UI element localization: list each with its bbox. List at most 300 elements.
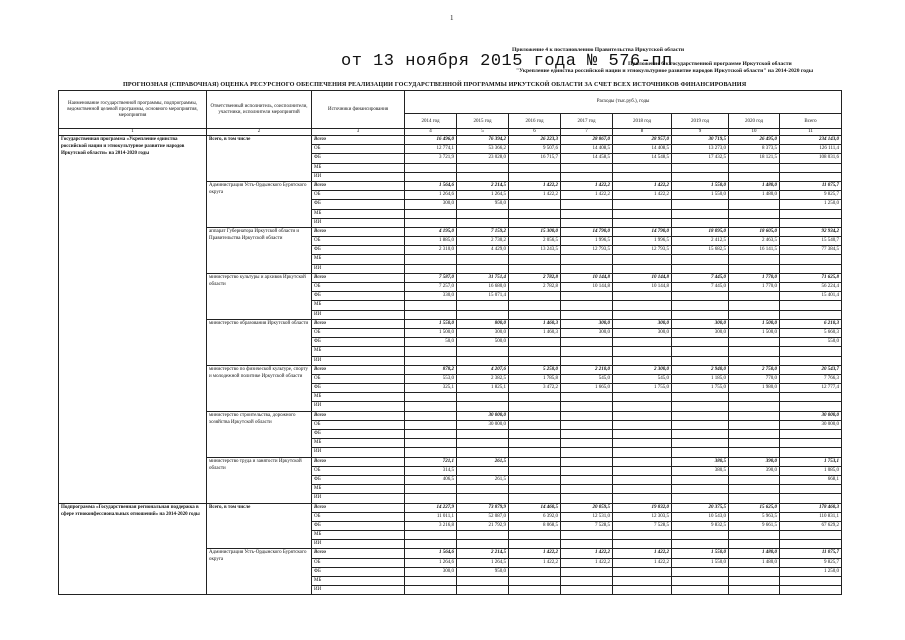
column-index: 1	[59, 129, 207, 136]
resolution-date: от 13 ноября 2015 года № 576-пп	[341, 52, 673, 71]
amount-cell: 1 825,1	[457, 384, 509, 393]
amount-cell	[561, 218, 613, 227]
amount-cell: 1 185,0	[672, 374, 729, 383]
amount-cell: 2 056,5	[509, 237, 561, 246]
amount-cell: 18 605,0	[729, 227, 780, 236]
amount-cell	[561, 494, 613, 503]
amount-cell: 15 071,4	[457, 292, 509, 301]
amount-cell	[613, 310, 672, 319]
amount-cell	[672, 411, 729, 420]
amount-cell	[613, 347, 672, 356]
amount-cell	[405, 264, 457, 273]
amount-cell	[672, 475, 729, 484]
amount-cell	[509, 411, 561, 420]
amount-cell	[729, 218, 780, 227]
total-cell: 30 000,0	[780, 411, 842, 420]
amount-cell: 1 550,0	[405, 319, 457, 328]
amount-cell: 545,0	[561, 374, 613, 383]
amount-cell	[729, 310, 780, 319]
amount-cell	[405, 402, 457, 411]
amount-cell: 2 382,5	[457, 374, 509, 383]
amount-cell: 16 715,7	[509, 154, 561, 163]
source-cell: ОБ	[312, 374, 405, 383]
total-cell	[780, 163, 842, 172]
amount-cell	[613, 301, 672, 310]
program-name-cell: Государственная программа «Укрепление единства российской нации и этнокультурное развитие народов Иркутской области» на 2014-2020 годы	[59, 136, 207, 504]
col-executor-header: Ответственный исполнитель, соисполнители, участники, исполнители мероприятий	[207, 91, 312, 129]
amount-cell: 21 792,9	[457, 521, 509, 530]
year-header: 2017 год	[561, 114, 613, 129]
source-cell: МБ	[312, 347, 405, 356]
total-cell	[780, 448, 842, 457]
total-cell: 1 250,0	[780, 567, 842, 576]
total-cell	[780, 209, 842, 218]
source-cell: ИИ	[312, 356, 405, 365]
amount-cell	[405, 586, 457, 595]
amount-cell	[672, 200, 729, 209]
amount-cell: 14 790,0	[561, 227, 613, 236]
amount-cell	[672, 292, 729, 301]
executor-cell: аппарат Губернатора Иркутской области и Правительства Иркутской области	[207, 227, 312, 273]
total-cell	[780, 402, 842, 411]
source-cell: Всего	[312, 365, 405, 374]
amount-cell: 52 087,0	[457, 512, 509, 521]
amount-cell: 18 121,5	[729, 154, 780, 163]
amount-cell	[457, 466, 509, 475]
amount-cell: 14 790,0	[613, 227, 672, 236]
source-cell: Всего	[312, 411, 405, 420]
amount-cell	[561, 310, 613, 319]
amount-cell	[613, 264, 672, 273]
year-header: 2020 год	[729, 114, 780, 129]
total-cell	[780, 255, 842, 264]
source-cell: МБ	[312, 531, 405, 540]
amount-cell: 500,0	[457, 338, 509, 347]
source-cell: ОБ	[312, 420, 405, 429]
amount-cell	[672, 586, 729, 595]
amount-cell	[672, 494, 729, 503]
amount-cell	[457, 577, 509, 586]
amount-cell: 1 264,5	[457, 191, 509, 200]
source-cell: МБ	[312, 577, 405, 586]
amount-cell	[613, 411, 672, 420]
amount-cell: 16 496,0	[405, 136, 457, 145]
amount-cell	[561, 200, 613, 209]
year-header: 2014 год	[405, 114, 457, 129]
amount-cell: 26 495,0	[729, 136, 780, 145]
amount-cell	[561, 577, 613, 586]
amount-cell: 300,0	[405, 567, 457, 576]
amount-cell	[457, 310, 509, 319]
amount-cell	[729, 393, 780, 402]
amount-cell: 9 507,6	[509, 145, 561, 154]
amount-cell	[672, 356, 729, 365]
amount-cell	[561, 586, 613, 595]
amount-cell: 1 422,2	[613, 549, 672, 558]
amount-cell: 1 564,6	[405, 549, 457, 558]
total-cell: 1 753,1	[780, 457, 842, 466]
amount-cell: 3 216,8	[405, 521, 457, 530]
amount-cell	[509, 200, 561, 209]
total-cell	[780, 310, 842, 319]
amount-cell	[405, 347, 457, 356]
source-cell: ИИ	[312, 586, 405, 595]
amount-cell: 553,0	[405, 374, 457, 383]
amount-cell: 4 195,0	[405, 227, 457, 236]
amount-cell	[613, 567, 672, 576]
amount-cell	[613, 457, 672, 466]
amount-cell	[405, 310, 457, 319]
source-cell: МБ	[312, 439, 405, 448]
source-cell: МБ	[312, 393, 405, 402]
amount-cell: 14 408,5	[561, 145, 613, 154]
amount-cell: 1 264,6	[405, 191, 457, 200]
amount-cell: 23 028,0	[457, 154, 509, 163]
total-cell: 11 075,7	[780, 181, 842, 190]
amount-cell	[672, 347, 729, 356]
amount-cell: 15 625,0	[729, 503, 780, 512]
amount-cell: 31 751,4	[457, 273, 509, 282]
amount-cell: 1 422,2	[509, 558, 561, 567]
amount-cell	[561, 393, 613, 402]
amount-cell: 4 207,6	[457, 365, 509, 374]
amount-cell: 1 500,0	[729, 319, 780, 328]
amount-cell: 18 095,0	[672, 227, 729, 236]
amount-cell	[561, 347, 613, 356]
amount-cell	[672, 540, 729, 549]
amount-cell: 314,5	[405, 466, 457, 475]
amount-cell: 950,0	[457, 200, 509, 209]
amount-cell: 1 550,0	[672, 181, 729, 190]
amount-cell	[509, 338, 561, 347]
column-index: 2	[207, 129, 312, 136]
amount-cell	[672, 430, 729, 439]
amount-cell	[405, 411, 457, 420]
year-header: 2019 год	[672, 114, 729, 129]
executor-cell: министерство строительства, дорожного хозяйства Иркутской области	[207, 411, 312, 457]
total-cell: 108 031,6	[780, 154, 842, 163]
amount-cell: 1 755,0	[672, 384, 729, 393]
amount-cell: 26 223,3	[509, 136, 561, 145]
amount-cell	[613, 494, 672, 503]
amount-cell: 7 528,5	[613, 521, 672, 530]
amount-cell	[613, 338, 672, 347]
executor-cell: министерство образования Иркутской области	[207, 319, 312, 365]
source-cell: МБ	[312, 301, 405, 310]
amount-cell: 30 000,0	[457, 411, 509, 420]
header-row	[59, 91, 842, 114]
column-index: 3	[312, 129, 405, 136]
amount-cell	[729, 494, 780, 503]
amount-cell: 1 264,5	[457, 558, 509, 567]
amount-cell: 3 721,9	[405, 154, 457, 163]
total-cell: 67 629,2	[780, 521, 842, 530]
amount-cell: 6 392,0	[509, 512, 561, 521]
total-cell: 110 831,1	[780, 512, 842, 521]
amount-cell: 7 159,2	[457, 227, 509, 236]
total-cell: 1 250,0	[780, 200, 842, 209]
total-cell	[780, 301, 842, 310]
source-cell: ФБ	[312, 246, 405, 255]
column-index: 7	[561, 129, 613, 136]
amount-cell: 300,0	[672, 319, 729, 328]
amount-cell	[729, 448, 780, 457]
amount-cell	[509, 567, 561, 576]
amount-cell	[509, 264, 561, 273]
total-cell: 71 625,8	[780, 273, 842, 282]
executor-cell: Всего, в том числе	[207, 503, 312, 549]
total-cell: 77 384,5	[780, 246, 842, 255]
amount-cell: 2 210,0	[561, 365, 613, 374]
amount-cell	[729, 577, 780, 586]
amount-cell: 2 782,8	[509, 273, 561, 282]
source-cell: МБ	[312, 485, 405, 494]
amount-cell	[613, 586, 672, 595]
source-cell: ФБ	[312, 475, 405, 484]
executor-cell: Администрация Усть-Ордынского Бурятского округа	[207, 549, 312, 595]
amount-cell	[561, 402, 613, 411]
source-cell: ФБ	[312, 384, 405, 393]
amount-cell: 1 550,0	[672, 558, 729, 567]
amount-cell	[729, 586, 780, 595]
total-cell	[780, 172, 842, 181]
amount-cell	[561, 292, 613, 301]
amount-cell	[613, 475, 672, 484]
amount-cell: 300,0	[561, 319, 613, 328]
amount-cell: 2 412,5	[672, 237, 729, 246]
amount-cell: 10 144,8	[561, 273, 613, 282]
total-cell: 15 401,4	[780, 292, 842, 301]
total-cell: 12 777,4	[780, 384, 842, 393]
amount-cell: 4 429,0	[457, 246, 509, 255]
amount-cell	[405, 531, 457, 540]
amount-cell: 10 144,8	[613, 283, 672, 292]
source-cell: ОБ	[312, 145, 405, 154]
amount-cell	[509, 218, 561, 227]
amount-cell: 1 755,0	[613, 384, 672, 393]
amount-cell: 1 980,0	[729, 384, 780, 393]
source-cell: ИИ	[312, 264, 405, 273]
executor-cell: министерство культуры и архивов Иркутской области	[207, 273, 312, 319]
source-cell: ИИ	[312, 172, 405, 181]
source-cell: МБ	[312, 163, 405, 172]
source-cell: МБ	[312, 209, 405, 218]
amount-cell	[672, 338, 729, 347]
amount-cell	[729, 301, 780, 310]
total-cell: 15 540,7	[780, 237, 842, 246]
amount-cell: 406,5	[405, 475, 457, 484]
amount-cell	[672, 577, 729, 586]
amount-cell: 380,5	[672, 466, 729, 475]
amount-cell	[509, 347, 561, 356]
amount-cell: 2 214,5	[457, 549, 509, 558]
source-cell: Всего	[312, 136, 405, 145]
amount-cell	[672, 448, 729, 457]
amount-cell	[729, 475, 780, 484]
source-cell: ИИ	[312, 310, 405, 319]
amount-cell	[672, 163, 729, 172]
amount-cell	[457, 209, 509, 218]
source-cell: ФБ	[312, 430, 405, 439]
amount-cell	[672, 393, 729, 402]
amount-cell	[729, 264, 780, 273]
amount-cell: 1 785,8	[509, 374, 561, 383]
amount-cell: 2 310,0	[405, 246, 457, 255]
year-header: 2015 год	[457, 114, 509, 129]
amount-cell	[457, 347, 509, 356]
amount-cell: 73 879,9	[457, 503, 509, 512]
source-cell: ИИ	[312, 540, 405, 549]
amount-cell: 10 144,8	[561, 283, 613, 292]
total-cell: 5 660,3	[780, 328, 842, 337]
amount-cell	[509, 586, 561, 595]
amount-cell: 1 770,0	[729, 273, 780, 282]
amount-cell	[561, 439, 613, 448]
total-cell	[780, 264, 842, 273]
amount-cell: 3 472,2	[509, 384, 561, 393]
amount-cell: 1 422,2	[561, 191, 613, 200]
amount-cell: 7 445,0	[672, 273, 729, 282]
source-cell: ОБ	[312, 466, 405, 475]
amount-cell: 878,2	[405, 365, 457, 374]
amount-cell	[729, 172, 780, 181]
amount-cell: 1 665,0	[561, 384, 613, 393]
amount-cell	[509, 540, 561, 549]
amount-cell	[405, 172, 457, 181]
amount-cell: 12 531,0	[561, 512, 613, 521]
amount-cell: 1 422,2	[613, 191, 672, 200]
amount-cell	[509, 301, 561, 310]
amount-cell	[672, 420, 729, 429]
column-index: 11	[780, 129, 842, 136]
amount-cell	[561, 448, 613, 457]
amount-cell	[405, 448, 457, 457]
amount-cell	[729, 200, 780, 209]
amount-cell	[561, 466, 613, 475]
amount-cell: 1 885,0	[405, 237, 457, 246]
amount-cell: 8 068,5	[509, 521, 561, 530]
total-cell	[780, 439, 842, 448]
amount-cell: 7 528,5	[561, 521, 613, 530]
amount-cell: 1 422,2	[561, 181, 613, 190]
source-cell: ОБ	[312, 512, 405, 521]
amount-cell	[405, 430, 457, 439]
total-cell: 178 460,3	[780, 503, 842, 512]
amount-cell	[561, 264, 613, 273]
amount-cell	[509, 163, 561, 172]
source-cell: ИИ	[312, 448, 405, 457]
total-cell	[780, 577, 842, 586]
amount-cell	[729, 411, 780, 420]
total-header: Всего	[780, 114, 842, 129]
amount-cell: 2 750,0	[729, 365, 780, 374]
amount-cell	[509, 466, 561, 475]
amount-cell	[672, 402, 729, 411]
amount-cell	[509, 255, 561, 264]
year-header: 2018 год	[613, 114, 672, 129]
amount-cell	[672, 209, 729, 218]
column-index: 8	[613, 129, 672, 136]
amount-cell: 1 500,0	[405, 328, 457, 337]
amount-cell: 2 782,8	[509, 283, 561, 292]
amount-cell	[729, 347, 780, 356]
source-cell: Всего	[312, 457, 405, 466]
amount-cell: 53 366,2	[457, 145, 509, 154]
amount-cell	[672, 567, 729, 576]
amount-cell: 5 258,0	[509, 365, 561, 374]
amount-cell: 1 500,0	[729, 328, 780, 337]
amount-cell	[405, 439, 457, 448]
column-index: 9	[672, 129, 729, 136]
amount-cell: 1 996,5	[561, 237, 613, 246]
amount-cell	[405, 301, 457, 310]
amount-cell: 380,5	[672, 457, 729, 466]
amount-cell	[561, 356, 613, 365]
resource-table	[58, 90, 842, 595]
amount-cell	[405, 393, 457, 402]
amount-cell	[672, 531, 729, 540]
amount-cell: 17 432,5	[672, 154, 729, 163]
source-cell: Всего	[312, 319, 405, 328]
amount-cell	[457, 586, 509, 595]
amount-cell: 2 463,5	[729, 237, 780, 246]
amount-cell	[561, 457, 613, 466]
amount-cell: 1 480,0	[729, 558, 780, 567]
amount-cell: 300,0	[613, 328, 672, 337]
amount-cell: 2 730,2	[457, 237, 509, 246]
amount-cell	[729, 209, 780, 218]
amount-cell	[613, 420, 672, 429]
source-cell: Всего	[312, 181, 405, 190]
amount-cell	[613, 448, 672, 457]
source-cell: ФБ	[312, 338, 405, 347]
source-cell: ОБ	[312, 283, 405, 292]
source-cell: ФБ	[312, 200, 405, 209]
amount-cell	[613, 577, 672, 586]
amount-cell: 15 300,0	[509, 227, 561, 236]
amount-cell: 1 996,5	[613, 237, 672, 246]
executor-cell: министерство по физической культуре, спорту и молодежной политике Иркутской области	[207, 365, 312, 411]
amount-cell	[405, 494, 457, 503]
amount-cell: 1 422,2	[561, 558, 613, 567]
source-cell: ОБ	[312, 328, 405, 337]
amount-cell: 10 543,0	[672, 512, 729, 521]
amount-cell: 7 257,0	[405, 283, 457, 292]
amount-cell	[561, 540, 613, 549]
amount-cell: 14 227,9	[405, 503, 457, 512]
amount-cell	[613, 292, 672, 301]
amount-cell: 800,0	[457, 319, 509, 328]
column-index: 4	[405, 129, 457, 136]
amount-cell	[729, 402, 780, 411]
amount-cell	[613, 163, 672, 172]
amount-cell	[613, 402, 672, 411]
amount-cell: 11 011,1	[405, 512, 457, 521]
source-cell: ИИ	[312, 218, 405, 227]
total-cell: 20 543,7	[780, 365, 842, 374]
amount-cell: 1 422,2	[613, 558, 672, 567]
amount-cell: 1 460,3	[509, 319, 561, 328]
source-cell: ОБ	[312, 237, 405, 246]
amount-cell: 300,0	[405, 200, 457, 209]
amount-cell: 30 719,5	[672, 136, 729, 145]
amount-cell	[613, 255, 672, 264]
source-cell: ФБ	[312, 154, 405, 163]
total-cell: 668,1	[780, 475, 842, 484]
amount-cell	[561, 411, 613, 420]
column-index: 10	[729, 129, 780, 136]
total-cell	[780, 586, 842, 595]
